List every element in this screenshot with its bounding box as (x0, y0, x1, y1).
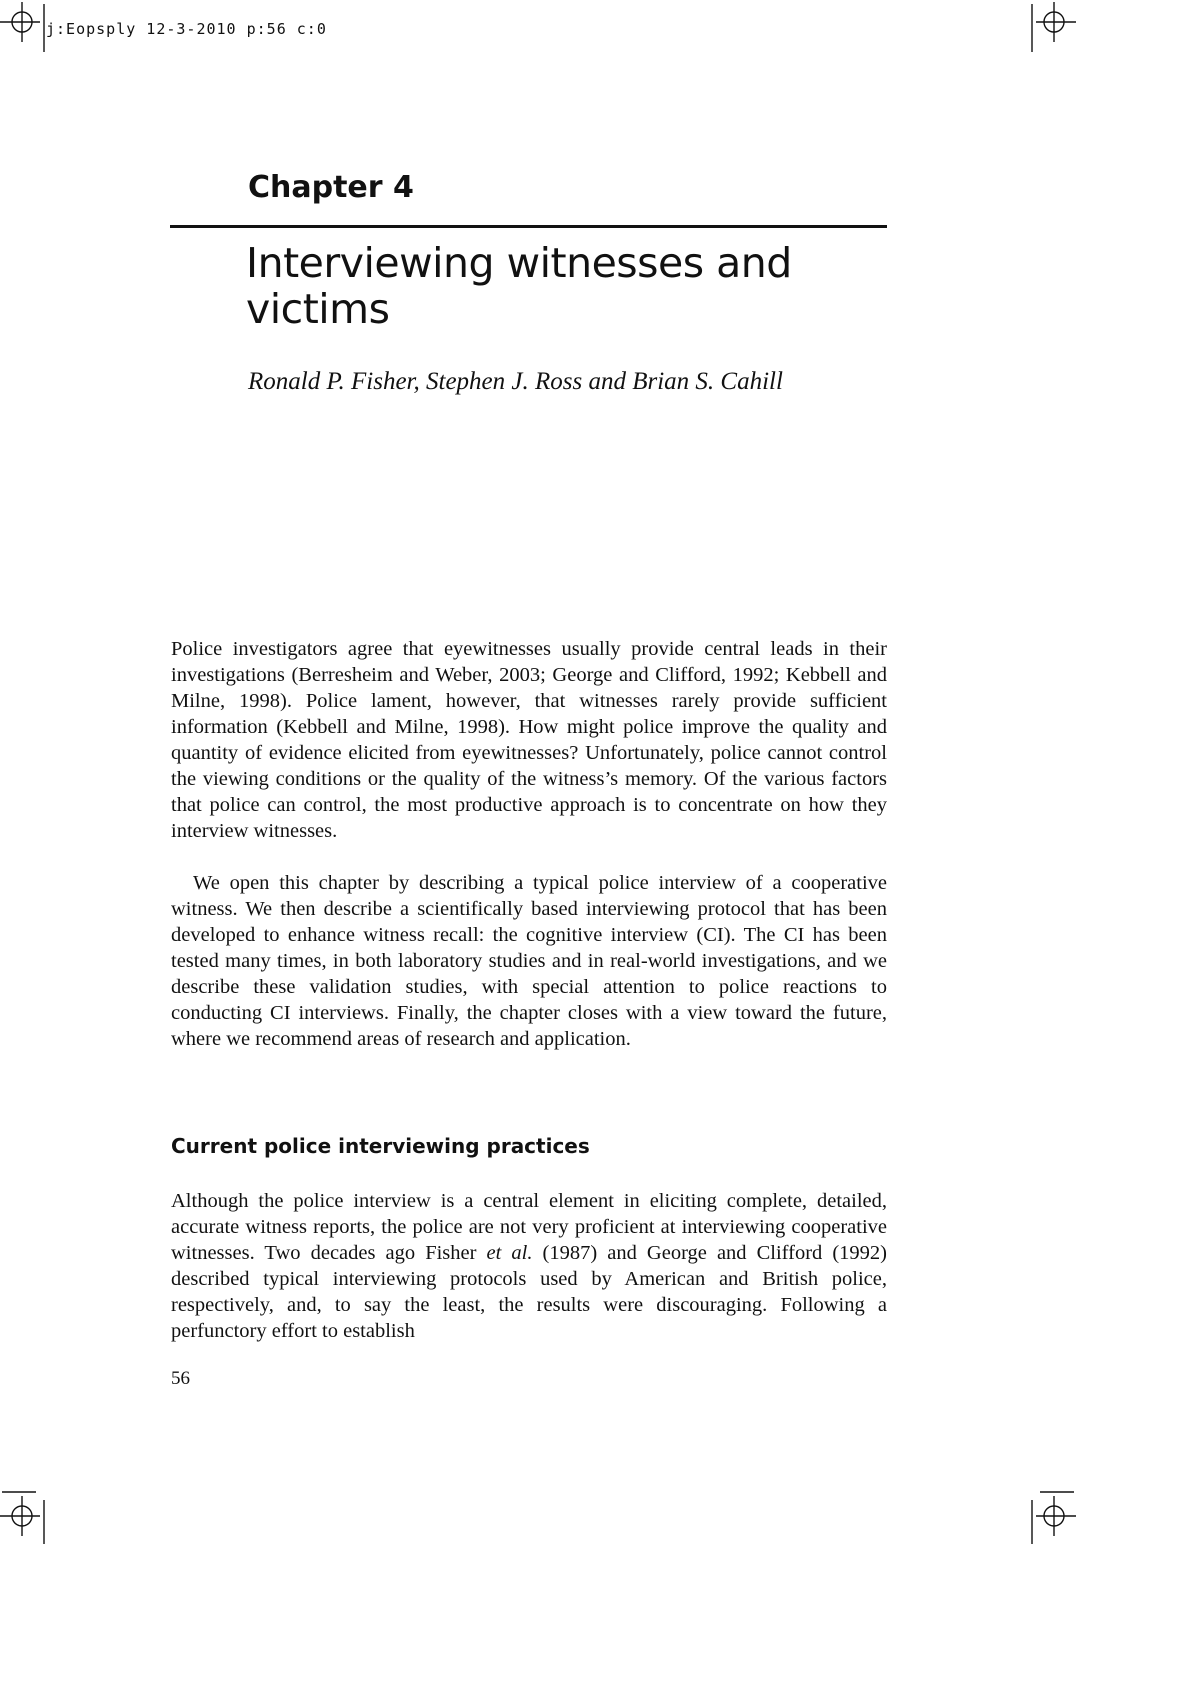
et-al-italic: et al. (486, 1242, 533, 1264)
page-number: 56 (171, 1368, 190, 1389)
registration-mark-icon (1020, 1490, 1076, 1546)
paragraph-chapter-overview: We open this chapter by describing a typical police interview of a cooperative witness. We then describe a scientifically based interviewing protocol that has been developed to enhance witness recall: the cognitive interview (CI). The CI has been tested many times, in both laboratory studies and in real-world investigations, and we describe these validation studies, with special attention to police reactions to conducting CI interviews. Finally, the chapter closes with a view toward the future, where we recommend areas of research and application. (171, 872, 887, 1050)
paragraph-intro: Police investigators agree that eyewitnesses usually provide central leads in their investigations (Berresheim and Weber, 2003; George and Clifford, 1992; Kebbell and Milne, 1998). Police lament, however, that witnesses rarely provide sufficient information (Kebbell and Milne, 1998). How might police improve the quality and quantity of evidence elicited from eyewitnesses? Unfortunately, police cannot control the viewing conditions or the quality of the witness’s memory. Of the various factors that police can control, the most productive approach is to concentrate on how they interview witnesses. (171, 638, 887, 842)
chapter-title: Interviewing witnesses and victims (246, 239, 792, 333)
paragraph-text-segment: Although the police interview is a central element in eliciting complete, detailed, accurate witness reports, the police are not very proficient at interviewing cooperative witnesses. Two decades ago Fisher (171, 1190, 887, 1264)
paragraph-current-practices (171, 1188, 887, 1344)
paragraph-text-segment: (1987) and George and Clifford (1992) described typical interviewing protocols used by American and British police, respectively, and, to say the least, the results were discouraging. Following a perfunctory effort to establish (171, 1242, 887, 1342)
slug-line: j:Eopsply 12-3-2010 p:56 c:0 (46, 20, 327, 38)
section-heading: Current police interviewing practices (171, 1134, 590, 1158)
registration-mark-icon (1020, 0, 1076, 56)
chapter-authors: Ronald P. Fisher, Stephen J. Ross and Brian S. Cahill (248, 368, 783, 395)
registration-mark-icon (0, 0, 56, 56)
registration-mark-icon (0, 1490, 56, 1546)
chapter-rule (170, 225, 887, 228)
chapter-label: Chapter 4 (248, 170, 414, 205)
